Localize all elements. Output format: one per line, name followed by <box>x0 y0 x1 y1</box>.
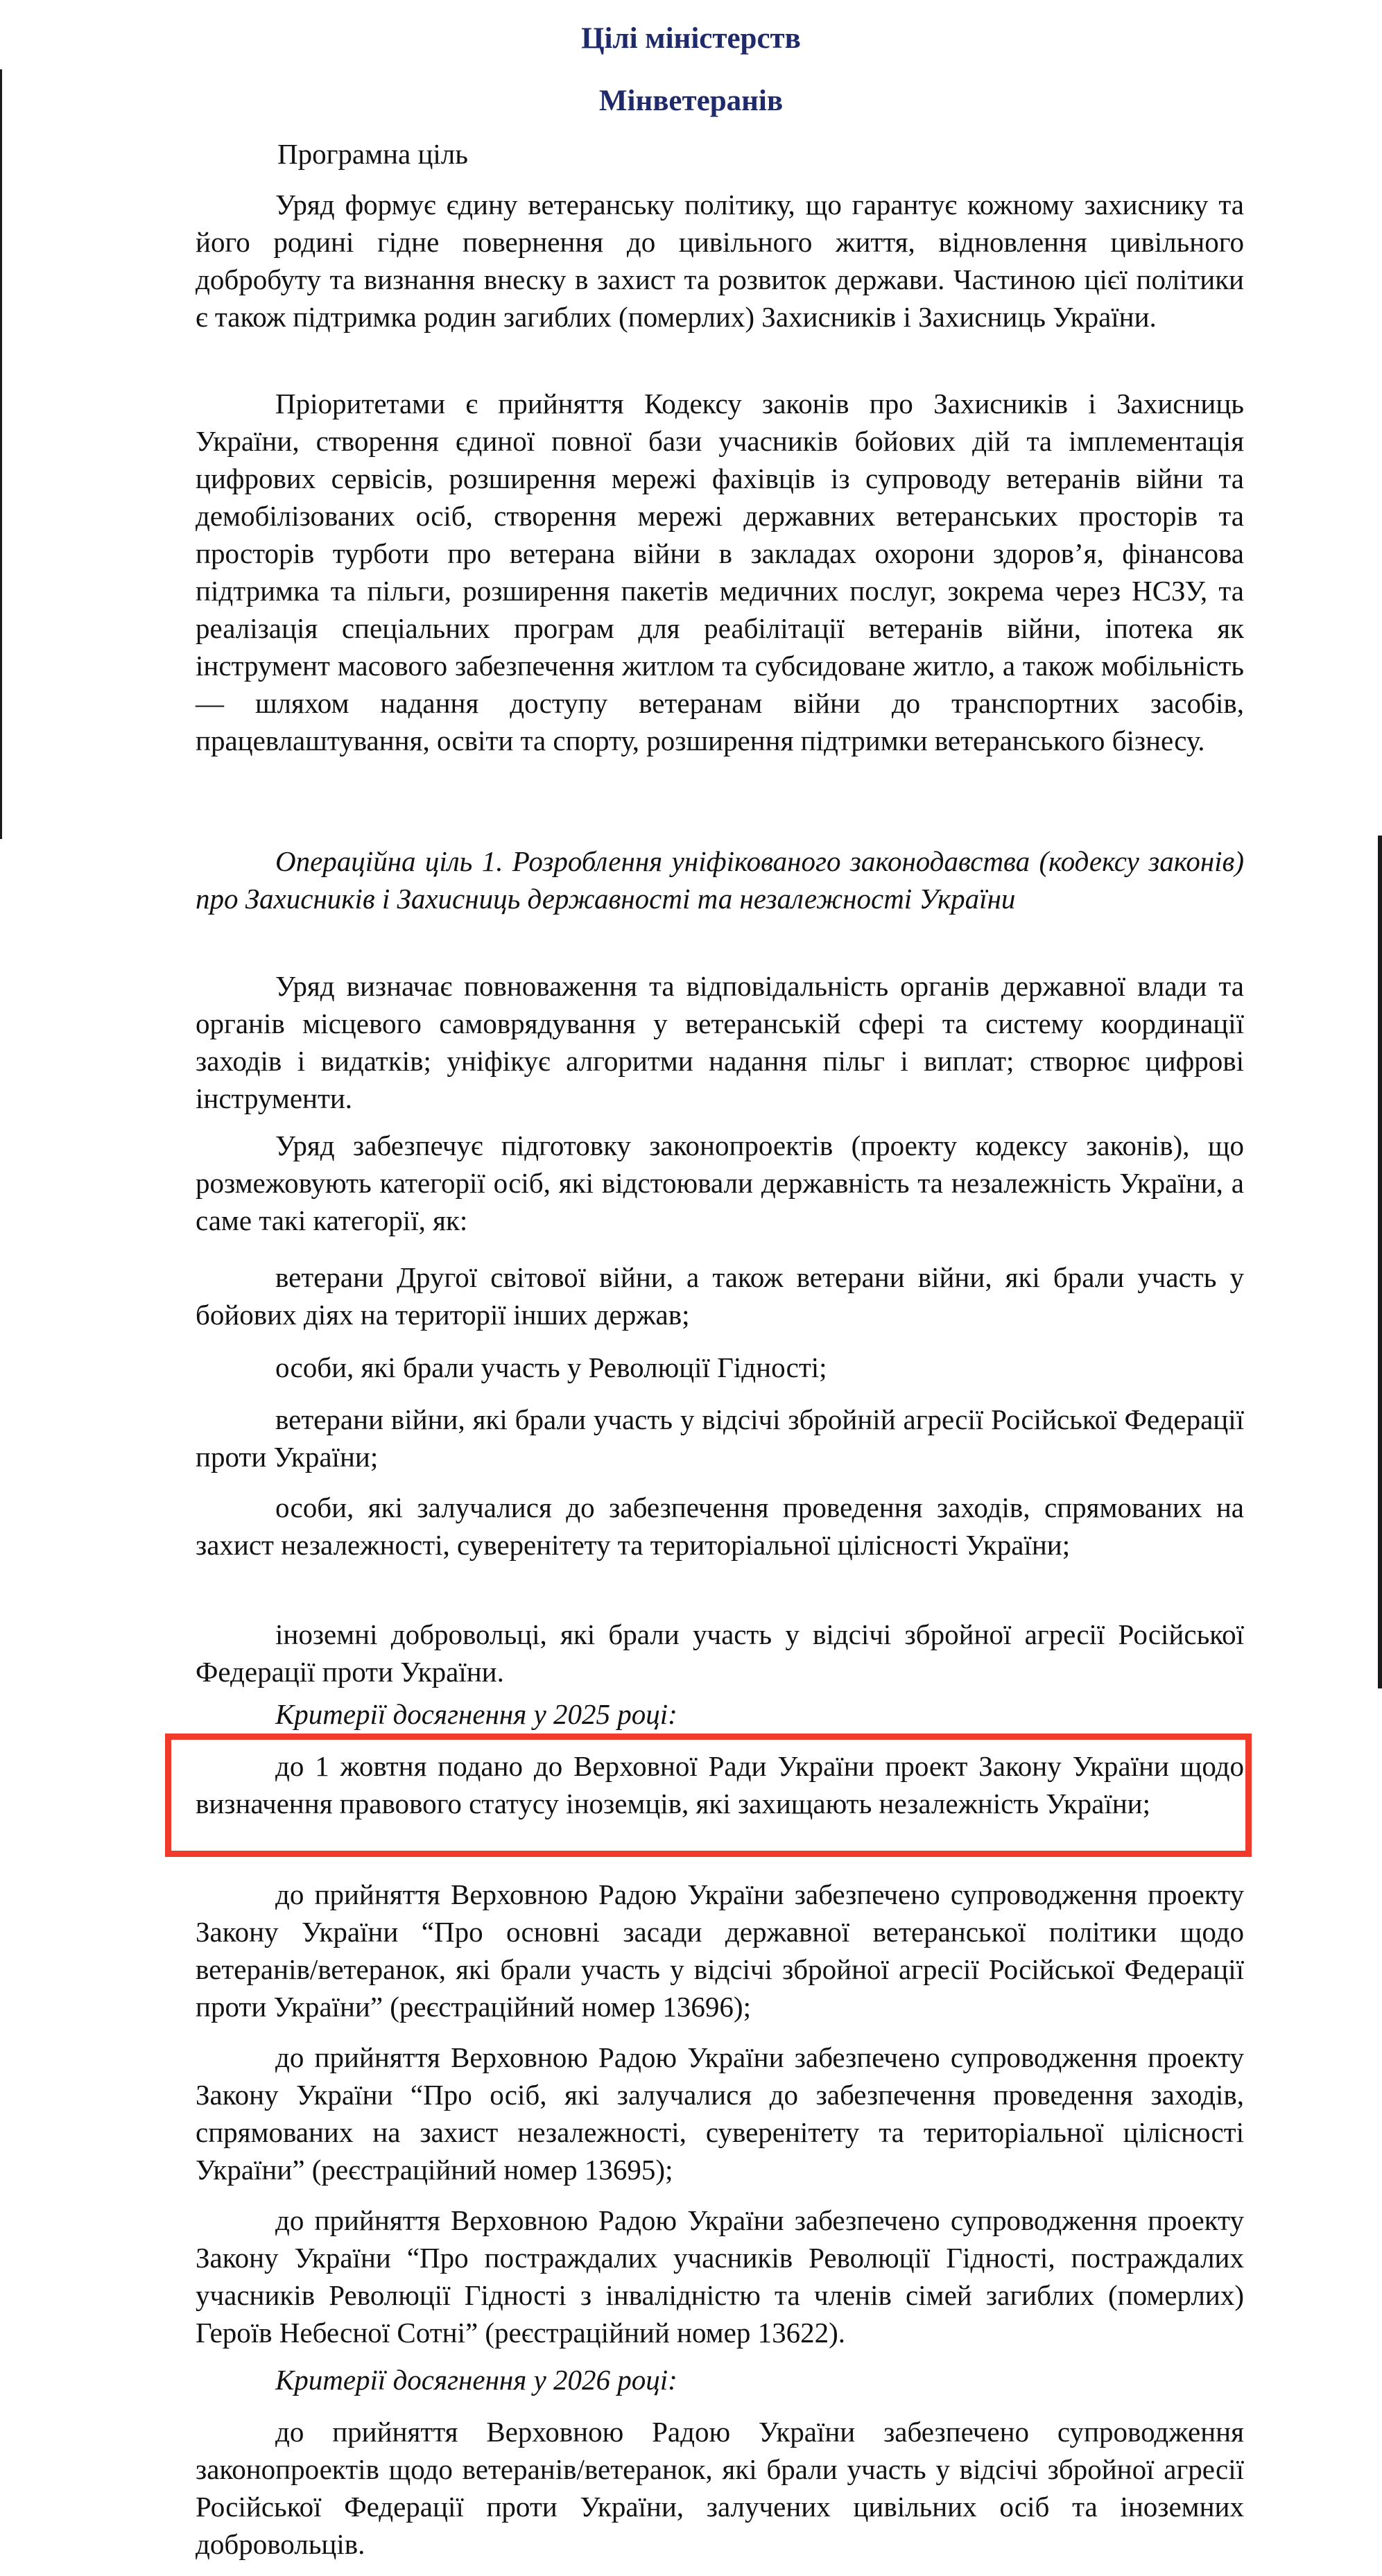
category-item: особи, які брали участь у Революції Гідності; <box>275 1351 827 1383</box>
criteria-item: до прийняття Верховною Радою України забезпечено супроводження проекту Закону України “Про осіб, які залучалися до забезпечення проведення заходів, спрямованих на захист незалежності, суверенітету та територіальної цілісності України” (реєстраційний номер 13695); <box>196 2041 1244 2186</box>
program-goal-label: Програмна ціль <box>277 138 468 170</box>
criteria-2026-label: Критерії досягнення у 2026 році: <box>275 2364 677 2396</box>
goal-description-paragraph: Уряд визначає повноваження та відповідальність органів державної влади та органів місцевого самоврядування у ветеранській сфері та систему координації заходів і видатків; уніфікує алгоритми надання пільг і виплат; створює цифрові інструменти. <box>196 970 1244 1114</box>
category-item: іноземні добровольці, які брали участь у відсічі збройної агресії Російської Федерації проти України. <box>196 1618 1244 1688</box>
criteria-item: до прийняття Верховною Радою України забезпечено супроводження проекту Закону України “Про основні засади державної ветеранської політики щодо ветеранів/ветеранок, які брали участь у відсічі збройної агресії Російської Федерації проти України” (реєстраційний номер 13696); <box>196 1878 1244 2023</box>
category-item: особи, які залучалися до забезпечення проведення заходів, спрямованих на захист незалежності, суверенітету та територіальної цілісності України; <box>196 1492 1244 1561</box>
category-item: ветерани війни, які брали участь у відсічі збройній агресії Російської Федерації проти України; <box>196 1403 1244 1473</box>
categories-intro-paragraph: Уряд забезпечує підготовку законопроектів (проекту кодексу законів), що розмежовують категорії осіб, які відстоювали державність та незалежність України, а саме такі категорії, як: <box>196 1130 1244 1236</box>
operational-goal-title: Операційна ціль 1. Розроблення уніфікованого законодавства (кодексу законів) про Захисників і Захисниць державності та незалежності України <box>196 845 1244 915</box>
category-item: ветерани Другої світової війни, а також ветерани війни, які брали участь у бойових діях на території інших держав; <box>196 1261 1244 1331</box>
ministry-heading: Мінветеранів <box>598 85 784 117</box>
criteria-2025-label: Критерії досягнення у 2025 році: <box>275 1698 677 1730</box>
criteria-item: до прийняття Верховною Радою України забезпечено супроводження законопроектів щодо ветеранів/ветеранок, які брали участь у відсічі збройної агресії Російської Федерації проти України, залучених цивільних осіб та іноземних добровольців. <box>196 2416 1244 2560</box>
left-margin-rule <box>0 69 2 839</box>
scrollbar-indicator <box>1378 836 1382 1688</box>
criteria-item: до прийняття Верховною Радою України забезпечено супроводження проекту Закону України “Про постраждалих учасників Революції Гідності, постраждалих учасників Революції Гідності з інвалідністю та членів сімей загиблих (померлих) Героїв Небесної Сотні” (реєстраційний номер 13622). <box>196 2204 1244 2349</box>
document-title: Цілі міністерств <box>581 22 801 55</box>
priorities-paragraph: Пріоритетами є прийняття Кодексу законів про Захисників і Захисниць України, створення єдиної повної бази учасників бойових дій та імплементація цифрових сервісів, розширення мережі фахівців із супроводу ветеранів війни та демобілізованих осіб, створення мережі державних ветеранських просторів та просторів турботи про ветерана війни в закладах охорони здоров’я, фінансова підтримка та пільги, розширення пакетів медичних послуг, зокрема через НСЗУ, та реалізація спеціальних програм для реабілітації ветеранів війни, іпотека як інструмент масового забезпечення житлом та субсидоване житло, а також мобільність — шляхом надання доступу ветеранам війни до транспортних засобів, працевлаштування, освіти та спорту, розширення підтримки ветеранського бізнесу. <box>196 388 1244 757</box>
program-goal-paragraph: Уряд формує єдину ветеранську політику, що гарантує кожному захиснику та його родині гідне повернення до цивільного життя, відновлення цивільного добробуту та визнання внеску в захист та розвиток держави. Частиною цієї політики є також підтримка родин загиблих (померлих) Захисників і Захисниць України. <box>196 189 1244 333</box>
criteria-item: до 1 жовтня подано до Верховної Ради України проект Закону України щодо визначення правового статусу іноземців, які захищають незалежність України; <box>196 1750 1244 1819</box>
